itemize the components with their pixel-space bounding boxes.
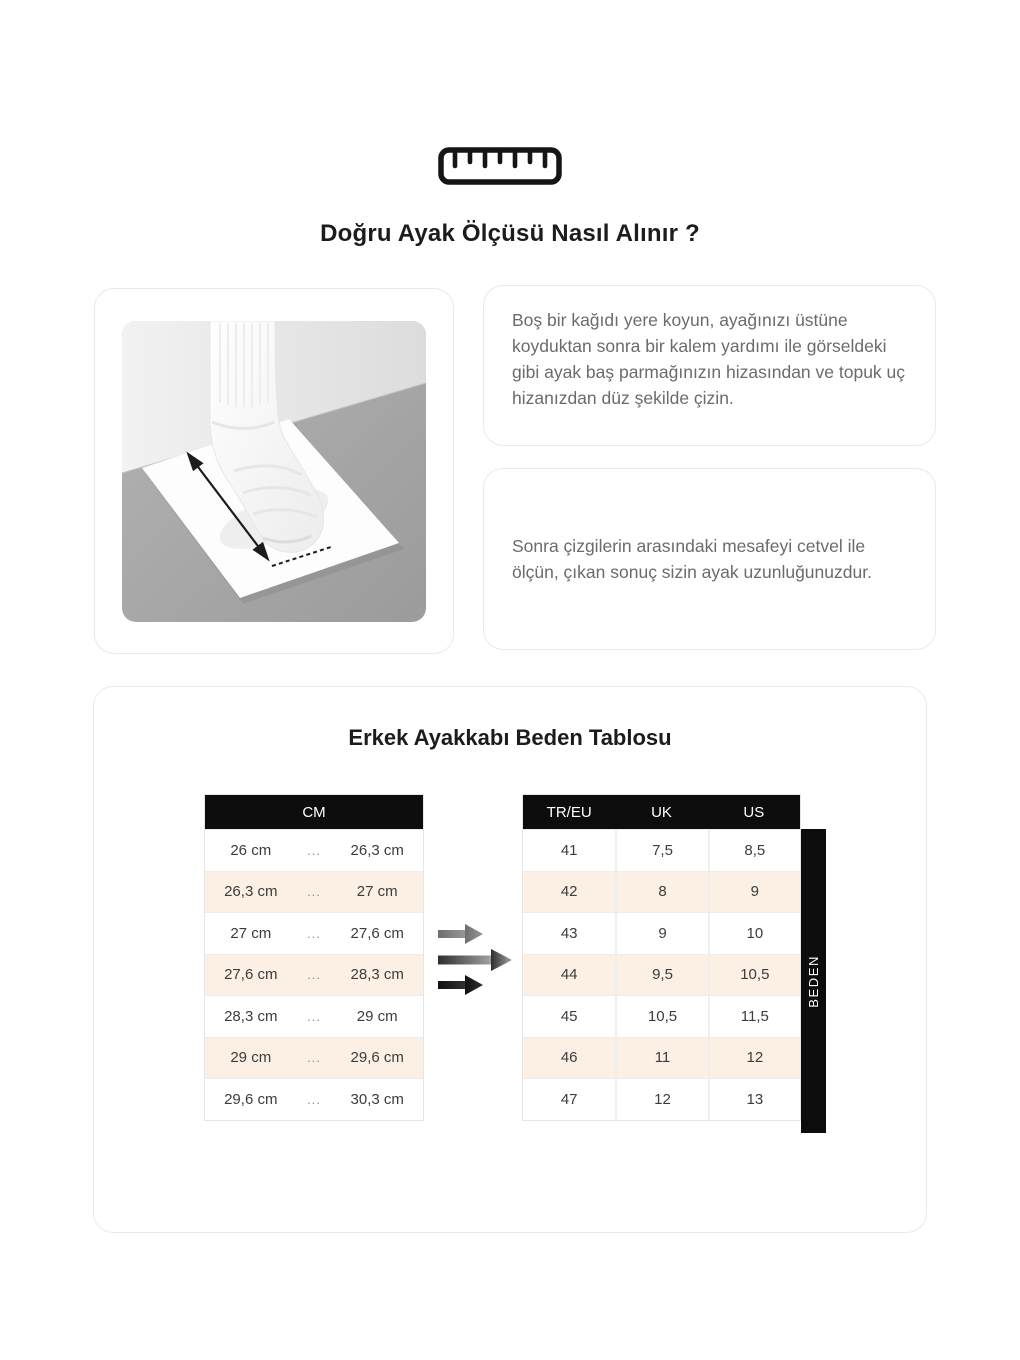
instruction-step-1-text: Boş bir kağıdı yere koyun, ayağınızı üstüne koyduktan sonra bir kalem yardımı ile görseldeki gibi ayak baş parmağınızın hizasından ve topuk uç hizanızdan düz şekilde çizin.	[512, 310, 906, 408]
foot-measure-photo-card	[94, 288, 454, 654]
size-row: 45 10,5 11,5	[523, 995, 800, 1037]
shoe-size-table-header: TR/EU UK US	[523, 795, 800, 829]
beden-side-bar	[801, 829, 826, 1133]
instruction-step-2	[483, 468, 936, 650]
size-row: 43 9 10	[523, 912, 800, 954]
size-row: 47 12 13	[523, 1078, 800, 1120]
size-table-title: Erkek Ayakkabı Beden Tablosu	[348, 725, 672, 750]
size-row: 42 8 9	[523, 871, 800, 913]
range-dots: ...	[307, 884, 321, 900]
cm-range-row: 28,3 cm ... 29 cm	[205, 995, 423, 1037]
ruler-icon	[438, 146, 562, 186]
size-row: 41 7,5 8,5	[523, 829, 800, 871]
range-dots: ...	[307, 925, 321, 941]
cm-range-table	[204, 794, 424, 1121]
page-title: Doğru Ayak Ölçüsü Nasıl Alınır ?	[320, 220, 700, 247]
cm-range-row: 26,3 cm ... 27 cm	[205, 871, 423, 913]
arrows-right-icon	[438, 917, 513, 997]
shoe-size-table	[522, 794, 801, 1121]
size-table-card	[93, 686, 927, 1233]
size-row: 46 11 12	[523, 1037, 800, 1079]
instruction-step-2-text: Sonra çizgilerin arasındaki mesafeyi cetvel ile ölçün, çıkan sonuç sizin ayak uzunluğunuzdur.	[512, 536, 872, 582]
cm-range-row: 26 cm ... 26,3 cm	[205, 829, 423, 871]
cm-range-row: 29,6 cm ... 30,3 cm	[205, 1078, 423, 1120]
instruction-step-1	[483, 285, 936, 446]
cm-range-row: 27 cm ... 27,6 cm	[205, 912, 423, 954]
range-dots: ...	[307, 967, 321, 983]
cm-table-header: CM	[205, 795, 423, 829]
range-dots: ...	[307, 842, 321, 858]
foot-measure-photo	[122, 321, 426, 622]
range-dots: ...	[307, 1091, 321, 1107]
range-dots: ...	[307, 1050, 321, 1066]
range-dots: ...	[307, 1008, 321, 1024]
cm-range-row: 27,6 cm ... 28,3 cm	[205, 954, 423, 996]
cm-range-row: 29 cm ... 29,6 cm	[205, 1037, 423, 1079]
beden-label: BEDEN	[806, 954, 821, 1008]
size-row: 44 9,5 10,5	[523, 954, 800, 996]
